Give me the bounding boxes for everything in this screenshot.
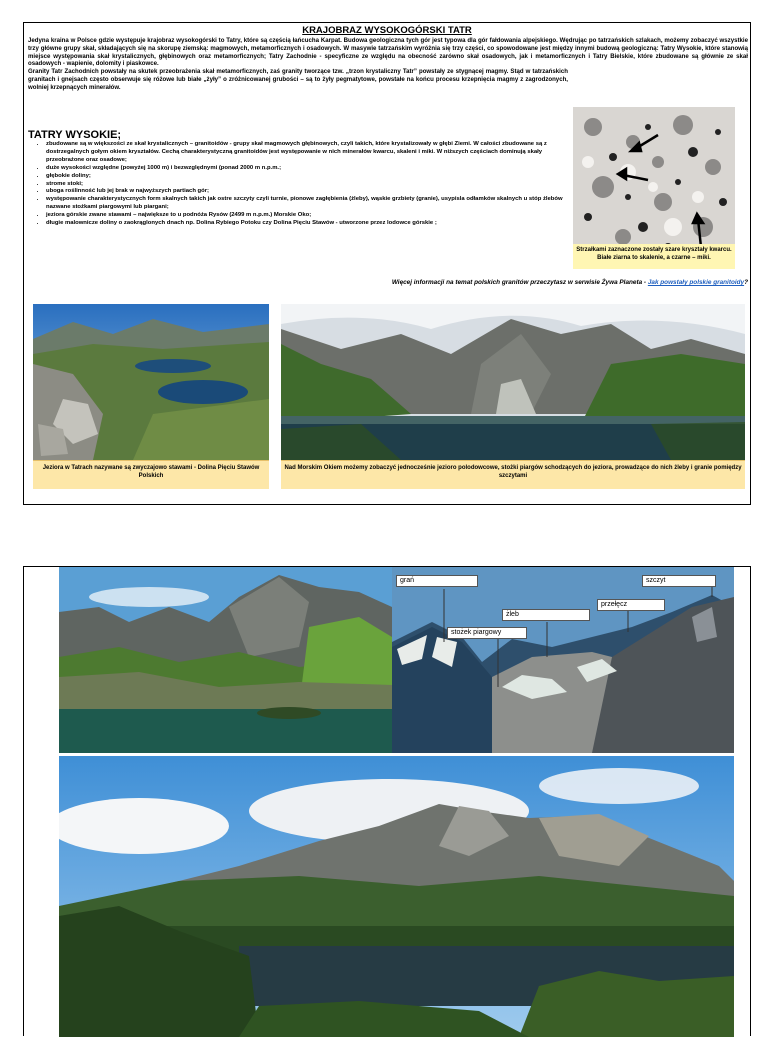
- morskie-oko-photo: [281, 304, 745, 460]
- label-gully: żleb: [502, 609, 590, 621]
- five-lakes-caption: Jeziora w Tatrach nazywane są zwyczajowo stawami - Dolina Pięciu Stawów Polskich: [33, 460, 269, 489]
- label-ridge: grań: [396, 575, 478, 587]
- worksheet-page-2: [23, 566, 751, 1036]
- page-title: KRAJOBRAZ WYSOKOGÓRSKI TATR: [302, 25, 472, 36]
- intro-paragraph-2: Granity Tatr Zachodnich powstały na skutek przeobrażenia skał metamorficznych, zaś granity tworzące tzw. „trzon krystaliczny Tatr” powstały ze stygnącej magmy. Stąd w tatrzańskich granitach i gnejsach często obserwuje się różowe lub białe „żyły” o zróżnicowanej grubości – są to żyły pegmatytowe, powstałe na końcu procesu krzepnięcia magmy z zagrodzonych, wolniej krzepnących minerałów.: [28, 68, 568, 91]
- granite-photo: [573, 107, 735, 264]
- tatra-panorama-photo: [59, 756, 734, 1037]
- section-heading: TATRY WYSOKIE;: [28, 129, 122, 141]
- list-item: • długie malownicze doliny o zaokrąglonych dnach np. Dolina Rybiego Potoku czy Dolina Pięciu Stawów - utworzone przez lodowce górskie ;: [46, 220, 581, 228]
- granite-caption: Strzałkami zaznaczone zostały szare kryształy kwarcu. Białe ziarna to skalenie, a czarne – miki.: [573, 244, 735, 269]
- worksheet-page-1: [23, 22, 751, 505]
- list-item: • jeziora górskie zwane stawami – największe to u podnóża Rysów (2499 m n.p.m.) Morskie Oko;: [46, 212, 581, 220]
- list-item: • występowanie charakterystycznych form skalnych takich jak ostre szczyty czyli turnie, pionowe zagłębienia (żleby), wąskie grzbiety (granie), usypisla odłamków skalnych u stóp żlebów nazwane stożkami piargowymi lub piarganі;: [46, 196, 581, 212]
- black-lake-photo: [59, 567, 392, 753]
- list-item: • strome stoki;: [46, 181, 581, 189]
- more-info-prefix: Więcej informacji na temat polskich granitów przeczytasz w serwisie: [391, 279, 602, 286]
- label-peak: szczyt: [642, 575, 716, 587]
- more-info-site: Żywa Planeta: [601, 279, 643, 286]
- five-lakes-valley-photo: [33, 304, 269, 460]
- morskie-oko-caption: Nad Morskim Okiem możemy zobaczyć jednocześnie jezioro polodowcowe, stożki piargów schodzących do jeziora, prowadzące do nich żleby i granie pomiędzy szczytami: [281, 460, 745, 489]
- more-info-dash: -: [642, 279, 648, 286]
- more-info-line: [264, 279, 748, 286]
- list-item: • zbudowane są w większości ze skał krystalicznych – granitoidów - grupy skał magmowych głębinowych, czyli takich, które krystalizowały w głębi Ziemi. W całości zbudowane są z dostrzegalnych gołym okiem kryształów. Cechą charakterystyczną granitoidów jest występowanie w nich minerałów kwarcu, skaleni i miki. W niższych częściach dominują skały przeobrażone oraz osadowe;: [46, 141, 581, 165]
- granites-article-link[interactable]: Jak powstały polskie granitoidy: [647, 279, 745, 286]
- list-item: • duże wysokości względne (powyżej 1000 m) i bezwzględnymi (ponad 2000 m n.p.m.;: [46, 165, 581, 173]
- list-item: • głębokie doliny;: [46, 173, 581, 181]
- label-scree-cone: stożek piargowy: [447, 627, 527, 639]
- landform-diagram: [392, 567, 734, 753]
- more-info-suffix: ?: [744, 279, 748, 286]
- intro-paragraph-1: Jedyna kraina w Polsce gdzie występuje krajobraz wysokogórski to Tatry, które są częścią łańcucha Karpat. Budowa geologiczna tych gór jest typowa dla gór fałdowania alpejskiego. Wędrując po tatrzańskich szlakach, możemy zobaczyć wszystkie trzy główne grupy skał, składających się na skorupę ziemską: magmowych, metamorficznych i osadowych. W masywie tatrzańskim wyróżnia się trzy części, co spowodowane jest między innymi budową geologiczną: Tatry Wysokie, które stanowią miejsce występowania skał krystalicznych, głębinowych oraz metamorficznych; Tatry Zachodnie - specyficzne ze względu na obecność zarówno skał osadowych, jak i metamorficznych i Tatry Bielskie, które zbudowane są głównie ze skał osadowych - wapienie, dolomity i piaskowce.: [28, 37, 748, 68]
- features-list: [28, 141, 581, 228]
- intro-text: [28, 37, 748, 92]
- list-item: • uboga roślinność lub jej brak w najwyższych partiach gór;: [46, 188, 581, 196]
- label-pass: przełęcz: [597, 599, 665, 611]
